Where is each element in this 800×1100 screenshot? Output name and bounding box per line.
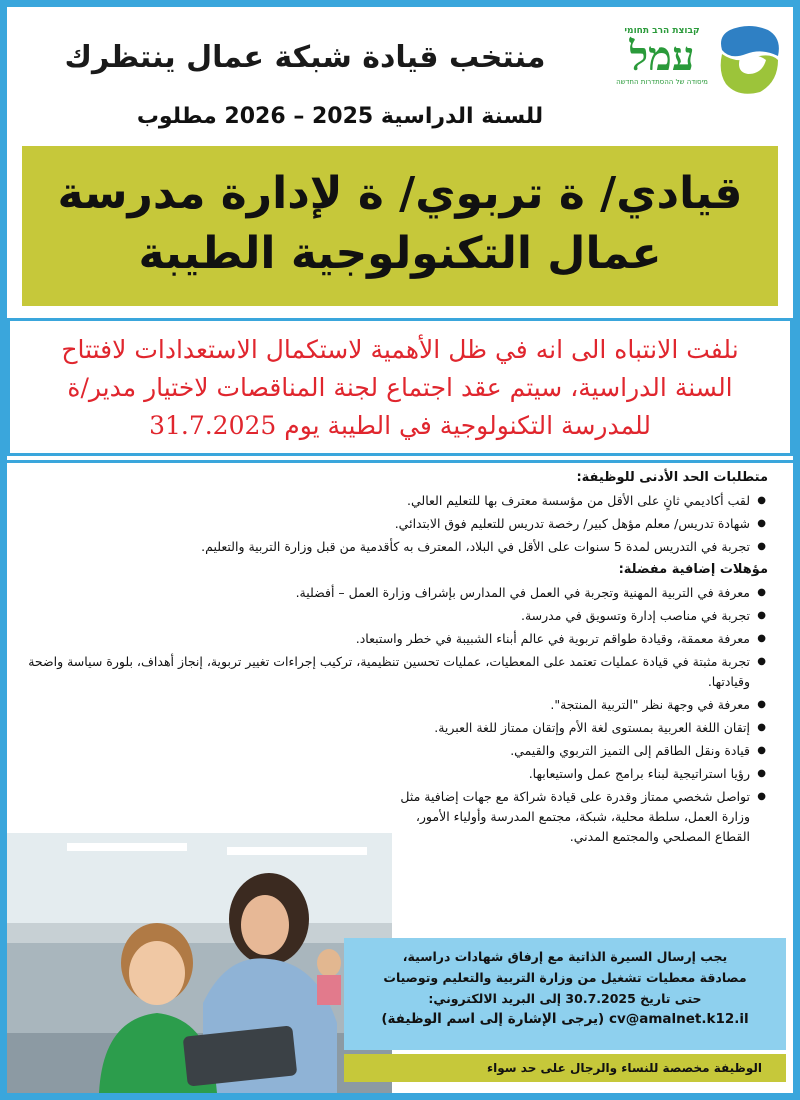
requirements-list [20, 491, 768, 557]
position-title-band [22, 146, 778, 306]
academic-year-subtitle: للسنة الدراسية 2025 – 2026 مطلوب [136, 104, 544, 129]
list-item: ● تجربة في مناصب إدارة وتسويق في مدرسة. [20, 606, 768, 626]
apply-line-2: مصادقة معطيات تشغيل من وزارة التربية والتعليم وتوصيات [383, 970, 747, 985]
notice-line-2: السنة الدراسية، سيتم عقد اجتماع لجنة المناقصات لاختيار مدير/ة [67, 373, 733, 402]
apply-email-line[interactable]: cv@amalnet.k12.il (يرجى الإشارة إلى اسم الوظيفة) [381, 1011, 749, 1027]
apply-line-3: حتى تاريخ 30.7.2025 إلى البريد الالكتروني: [428, 991, 702, 1006]
list-item: ● رؤيا استراتيجية لبناء برامج عمل واستيعابها. [20, 764, 768, 784]
position-title-line-1: قيادي/ ة تربوي/ ة لإدارة مدرسة [57, 168, 743, 219]
list-item: ● معرفة في وجهة نظر "التربية المنتجة". [20, 695, 768, 715]
list-item: ● شهادة تدريس/ معلم مؤهل كبير/ رخصة تدريس للتعليم فوق الابتدائي. [20, 514, 768, 534]
list-item: ● تواصل شخصي ممتاز وقدرة على قيادة شراكة مع جهات إضافية مثل وزارة العمل، سلطة محلية، شبكة، مجتمع المدرسة وأولياء الأمور، القطاع المصلحي والمجتمع المدني. [20, 787, 768, 847]
application-instructions [344, 938, 786, 1050]
notice-box [7, 318, 793, 456]
page-title: منتخب قيادة شبكة عمال ينتظرك [64, 40, 546, 75]
list-item: ● قيادة ونقل الطاقم إلى التميز التربوي والقيمي. [20, 741, 768, 761]
logo-name: עמל [629, 33, 695, 80]
logo-tagline-top: קבוצת הרב תחומי [624, 26, 700, 36]
preferred-list [20, 583, 768, 847]
notice-line-1: نلفت الانتباه الى انه في ظل الأهمية لاستكمال الاستعدادات لافتتاح [61, 335, 739, 364]
notice-line-3: للمدرسة التكنولوجية في الطيبة يوم 31.7.2025 [149, 411, 651, 440]
amal-logo [612, 24, 782, 100]
list-item: ● لقب أكاديمي ثانٍ على الأقل من مؤسسة معترف بها للتعليم العالي. [20, 491, 768, 511]
divider [7, 460, 793, 463]
logo-tagline-bottom: מיסודה של ההסתדרות החדשה [616, 78, 708, 86]
list-item: ● تجربة في التدريس لمدة 5 سنوات على الأقل في البلاد، المعترف به كأقدمية من قبل وزارة التربية والتعليم. [20, 537, 768, 557]
apply-line-1: يجب إرسال السيرة الذاتية مع إرفاق شهادات دراسية، [402, 949, 728, 964]
list-item: ● إتقان اللغة العربية بمستوى لغة الأم وإتقان ممتاز للغة العبرية. [20, 718, 768, 738]
position-title-line-2: عمال التكنولوجية الطيبة [138, 228, 662, 279]
list-item: ● معرفة في التربية المهنية وتجربة في العمل في المدارس بإشراف وزارة العمل – أفضلية. [20, 583, 768, 603]
list-item: ● معرفة معمقة، وقيادة طواقم تربوية في عالم أبناء الشبيبة في خطر واستبعاد. [20, 629, 768, 649]
classroom-photo [7, 833, 392, 1093]
equal-opportunity-footer: الوظيفة مخصصة للنساء والرجال على حد سواء [344, 1054, 786, 1082]
preferred-heading: مؤهلات إضافية مفضلة: [618, 562, 768, 577]
logo-mark-icon [716, 24, 782, 96]
list-item: ● تجربة مثبتة في قيادة عمليات تعتمد على المعطيات، عمليات تحسين تنظيمية، تركيب إجراءات تغيير تربوية، إنجاز أهداف، بلورة سياسة واضحة وقيادتها. [20, 652, 768, 692]
job-description [20, 468, 768, 850]
logo-text [612, 26, 712, 86]
requirements-heading: متطلبات الحد الأدنى للوظيفة: [576, 470, 768, 485]
